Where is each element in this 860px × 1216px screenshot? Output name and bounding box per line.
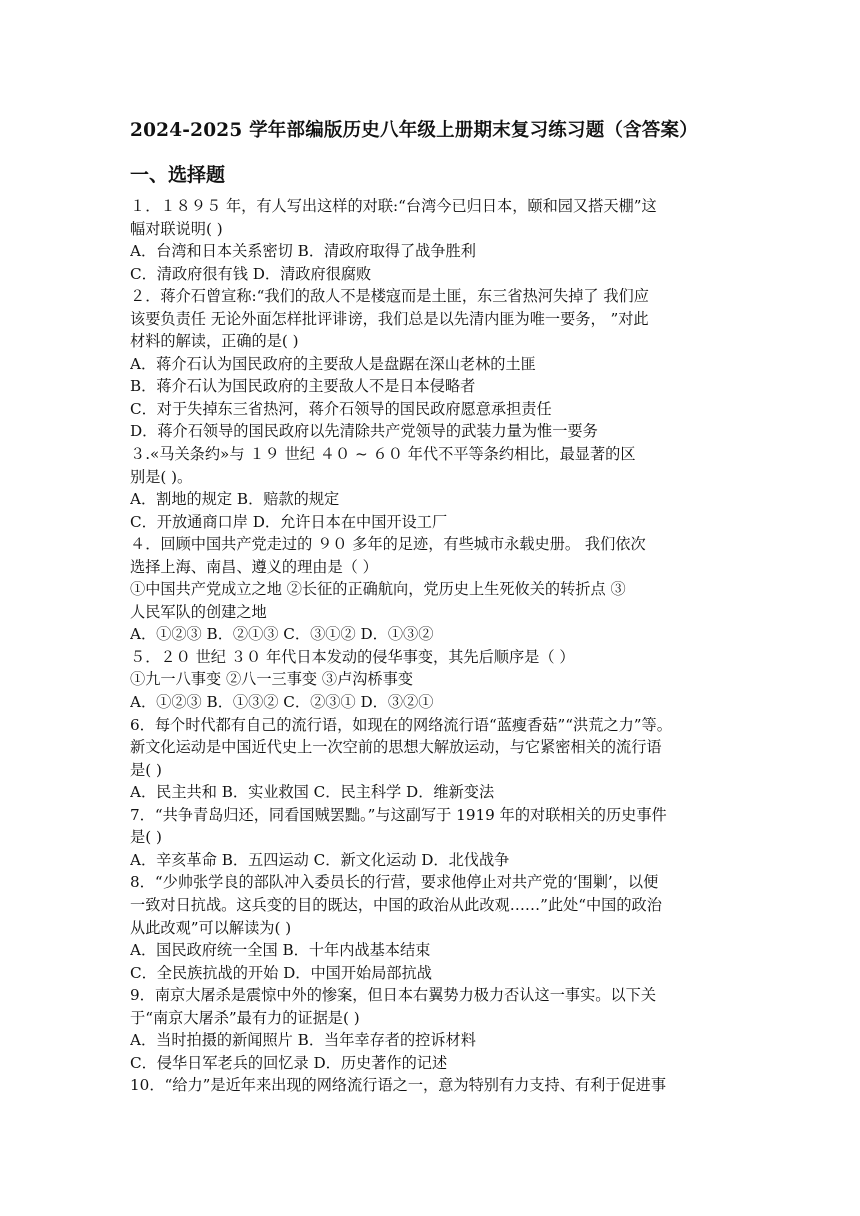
text-line: C．开放通商口岸 D．允许日本在中国开设工厂 <box>130 512 448 531</box>
text-line: C．清政府很有钱 D．清政府很腐败 <box>130 264 372 283</box>
text-line: ５．２０ 世纪 ３０ 年代日本发动的侵华事变，其先后顺序是（ ） <box>130 647 575 666</box>
text-line: 9．南京大屠杀是震惊中外的惨案，但日本右翼势力极力否认这一事实。以下关 <box>130 986 657 1005</box>
text-line: １．１８９５ 年，有人写出这样的对联:“台湾今已归日本，颐和园又搭天棚”这 <box>130 197 657 215</box>
text-line: C．全民族抗战的开始 D．中国开始局部抗战 <box>130 963 432 982</box>
text-line: D．蒋介石领导的国民政府以先清除共产党领导的武装力量为惟一要务 <box>130 422 598 441</box>
text-line: 选择上海、南昌、遵义的理由是（ ） <box>130 557 378 576</box>
text-line: 6．每个时代都有自己的流行语，如现在的网络流行语“蓝瘦香菇”“洪荒之力”等。 <box>130 715 672 734</box>
text-line: 幅对联说明( ) <box>130 219 223 238</box>
text-line: 8．“少帅张学良的部队冲入委员长的行营，要求他停止对共产党的‘围剿’，以便 <box>130 873 659 892</box>
text-line: 人民军队的创建之地 <box>130 602 267 621</box>
text-line: A．国民政府统一全国 B．十年内战基本结束 <box>130 941 431 960</box>
text-line: 7．“共争青岛归还，同看国贼罢黜。”与这副写于 1919 年的对联相关的历史事件 <box>130 805 667 824</box>
text-line: A．①②③ B．②①③ C．③①② D．①③② <box>130 625 434 644</box>
text-line: ①中国共产党成立之地 ②长征的正确航向，党历史上生死攸关的转折点 ③ <box>130 580 626 599</box>
text-line: A．①②③ B．①③② C．②③① D．③②① <box>130 693 434 712</box>
text-line: 新文化运动是中国近代史上一次空前的思想大解放运动，与它紧密相关的流行语 <box>130 738 662 757</box>
text-line: A．台湾和日本关系密切 B．清政府取得了战争胜利 <box>130 242 476 261</box>
text-line: A．割地的规定 B．赔款的规定 <box>130 490 340 509</box>
text-line: B．蒋介石认为国民政府的主要敌人不是日本侵略者 <box>130 377 476 396</box>
text-line: 10．“给力”是近年来出现的网络流行语之一，意为特别有力支持、有利于促进事 <box>130 1076 667 1095</box>
text-line: 于“南京大屠杀”最有力的证据是( ) <box>130 1008 360 1027</box>
text-line: C．侵华日军老兵的回忆录 D．历史著作的记述 <box>130 1053 448 1072</box>
text-line: 别是( )。 <box>130 467 193 486</box>
text-line: 一致对日抗战。这兵变的目的既达，中国的政治从此改观……”此处“中国的政治 <box>130 895 662 914</box>
text-line: ３.«马关条约»与 １９ 世纪 ４０ ~ ６０ 年代不平等条约相比，最显著的区 <box>130 445 636 464</box>
text-line: A．蒋介石认为国民政府的主要敌人是盘踞在深山老林的土匪 <box>130 354 536 373</box>
text-line: A．当时拍摄的新闻照片 B．当年幸存者的控诉材料 <box>130 1031 476 1050</box>
text-line: 材料的解读，正确的是( ) <box>130 332 299 351</box>
text-line: ①九一八事变 ②八一三事变 ③卢沟桥事变 <box>130 670 414 689</box>
text-line: 是( ) <box>130 828 162 847</box>
page-title: 2024-2025 学年部编版历史八年级上册期末复习练习题（含答案） <box>130 120 698 141</box>
text-line: 该要负责任 无论外面怎样批评诽谤，我们总是以先清内匪为唯一要务， ”对此 <box>130 309 649 328</box>
text-line: 是( ) <box>130 760 162 779</box>
text-line: ４．回顾中国共产党走过的 ９０ 多年的足迹，有些城市永载史册。 我们依次 <box>130 535 646 554</box>
text-line: C．对于失掉东三省热河，蒋介石领导的国民政府愿意承担责任 <box>130 399 552 418</box>
text-line: 从此改观”可以解读为( ) <box>130 918 292 937</box>
text-line: ２．蒋介石曾宣称:“我们的敌人不是楼寇而是土匪，东三省热河失掉了 我们应 <box>130 287 649 306</box>
text-line: A．辛亥革命 B．五四运动 C．新文化运动 D．北伐战争 <box>130 850 510 869</box>
text-line: A．民主共和 B．实业救国 C．民主科学 D．维新变法 <box>130 783 495 802</box>
section-heading: 一、选择题 <box>130 164 226 186</box>
question-body <box>130 195 736 1097</box>
